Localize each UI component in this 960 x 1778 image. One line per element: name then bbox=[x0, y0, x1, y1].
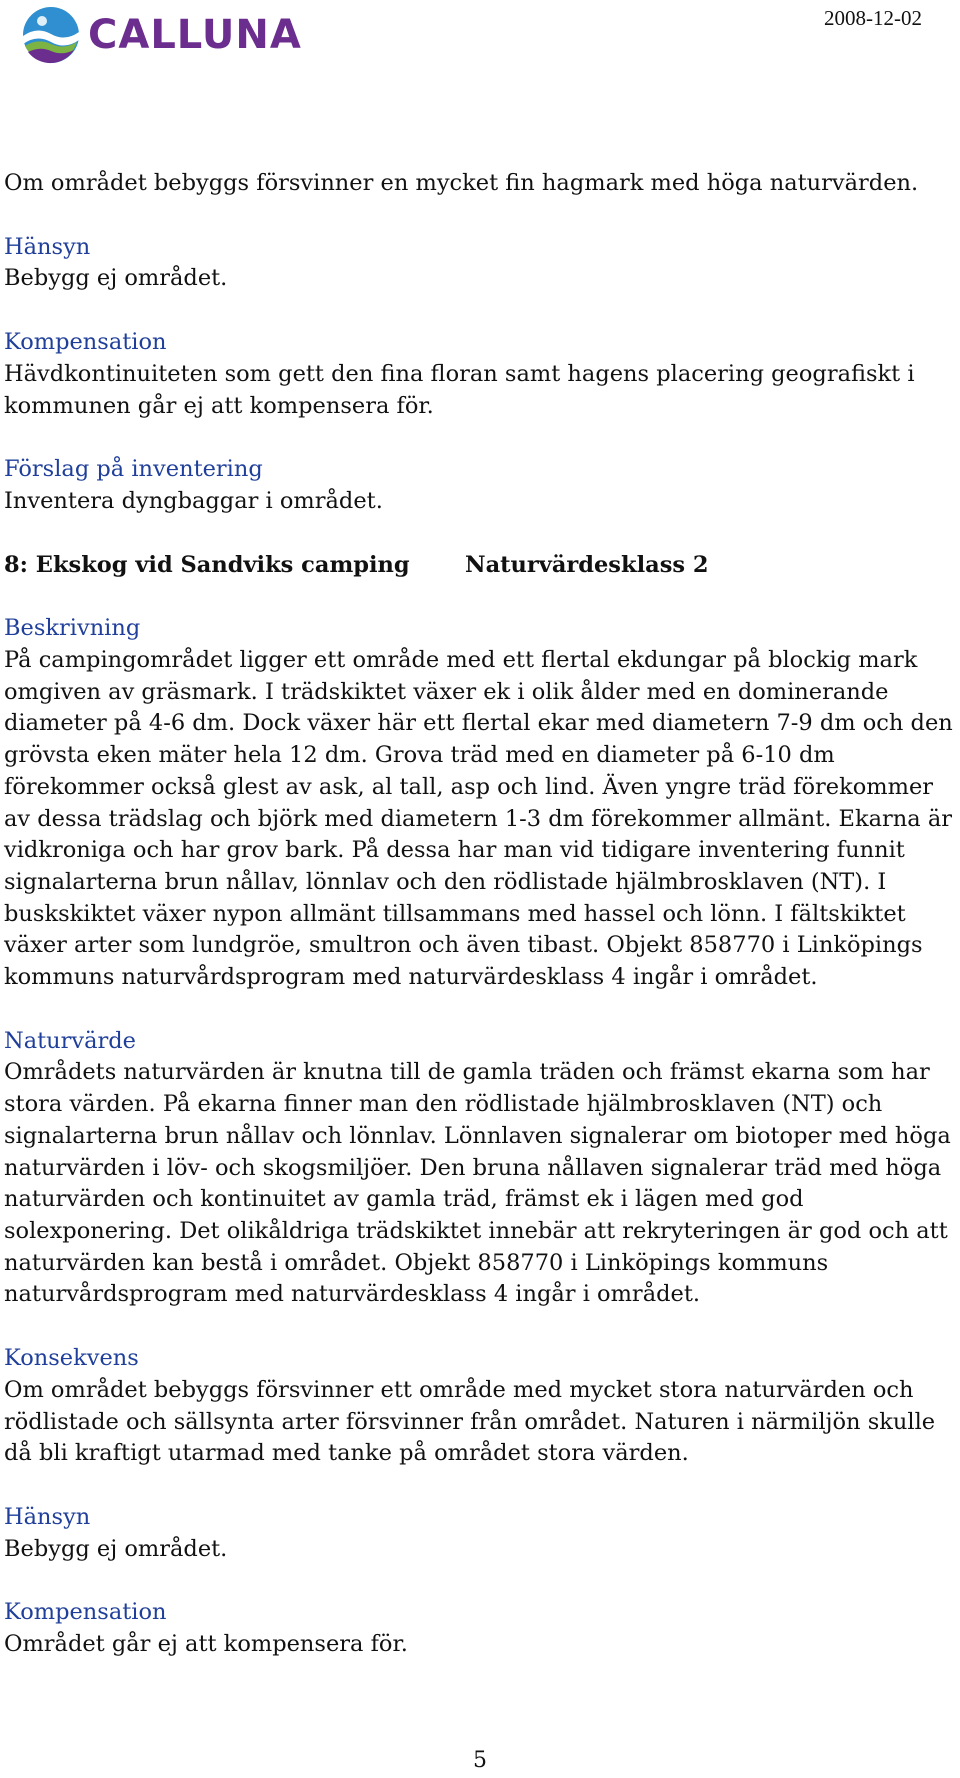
page-header bbox=[0, 0, 960, 80]
document-body bbox=[4, 168, 956, 1661]
intro-forslag-heading: Förslag på inventering bbox=[4, 456, 263, 483]
kompensation-text: Området går ej att kompensera för. bbox=[4, 1631, 408, 1658]
beskrivning-text: På campingområdet ligger ett område med ett flertal ekdungar på blockig mark omgiven av gräsmark. I trädskiktet växer ek i olik ålder med en dominerande diameter på 4-6 dm. Dock växer här ett flertal ekar med diametern 7-9 dm och den grövsta eken mäter hela 12 dm. Grova träd med en diameter på 6-10 dm förekommer också glest av ask, al tall, asp och lind. Även yngre träd förekommer av dessa trädslag och björk med diametern 1-3 dm förekommer allmänt. Ekarna är vidkroniga och har grov bark. På dessa har man vid tidigare inventering funnit signalarterna brun nållav, lönnlav och den rödlistade hjälmbrosklaven (NT). I buskskiktet växer nypon allmänt tillsammans med hassel och lönn. I fältskiktet växer arter som lundgröe, smultron och även tibast. Objekt 858770 i Linköpings kommuns naturvårdsprogram med naturvärdesklass 4 ingår i området. bbox=[4, 647, 953, 991]
section-class: Naturvärdesklass 2 bbox=[465, 551, 709, 578]
intro-kompensation-text: Hävdkontinuiteten som gett den fina floran samt hagens placering geografiskt i kommunen går ej att kompensera för. bbox=[4, 360, 915, 419]
konsekvens-heading: Konsekvens bbox=[4, 1345, 139, 1372]
kompensation-heading: Kompensation bbox=[4, 1599, 167, 1626]
page-number: 5 bbox=[473, 1748, 487, 1773]
intro-hansyn-heading: Hänsyn bbox=[4, 233, 91, 260]
calluna-emblem-icon bbox=[22, 6, 80, 64]
section-title bbox=[4, 550, 956, 582]
logo-text: CALLUNA bbox=[88, 12, 302, 58]
naturvarde-heading: Naturvärde bbox=[4, 1027, 136, 1054]
naturvarde-text: Områdets naturvärden är knutna till de gamla träden och främst ekarna som har stora värden. På ekarna finner man den rödlistade hjälmbrosklaven (NT) och signalarterna brun nållav och lönnlav. Lönnlaven signalerar om biotoper med höga naturvärden i löv- och skogsmiljöer. Den bruna nållaven signalerar träd med höga naturvärden och kontinuitet av gamla träd, främst ek i lägen med god solexponering. Det olikåldriga trädskiktet innebär att rekryteringen är god och att naturvärden kan bestå i området. Objekt 858770 i Linköpings kommuns naturvårdsprogram med naturvärdesklass 4 ingår i området. bbox=[4, 1059, 951, 1308]
konsekvens-text: Om området bebyggs försvinner ett område med mycket stora naturvärden och rödlistade och sällsynta arter försvinner från området. Naturen i närmiljön skulle då bli kraftigt utarmad med tanke på området stora värden. bbox=[4, 1376, 936, 1467]
intro-forslag-text: Inventera dyngbaggar i området. bbox=[4, 487, 383, 514]
hansyn-heading: Hänsyn bbox=[4, 1503, 91, 1530]
section-name: 8: Ekskog vid Sandviks camping bbox=[4, 551, 410, 578]
beskrivning-heading: Beskrivning bbox=[4, 615, 141, 642]
calluna-logo bbox=[22, 0, 302, 70]
document-date: 2008-12-02 bbox=[824, 6, 922, 30]
intro-kompensation-heading: Kompensation bbox=[4, 329, 167, 356]
intro-consequence-text: Om området bebyggs försvinner en mycket fin hagmark med höga naturvärden. bbox=[4, 170, 919, 196]
intro-hansyn-text: Bebygg ej området. bbox=[4, 265, 228, 292]
hansyn-text: Bebygg ej området. bbox=[4, 1535, 228, 1562]
